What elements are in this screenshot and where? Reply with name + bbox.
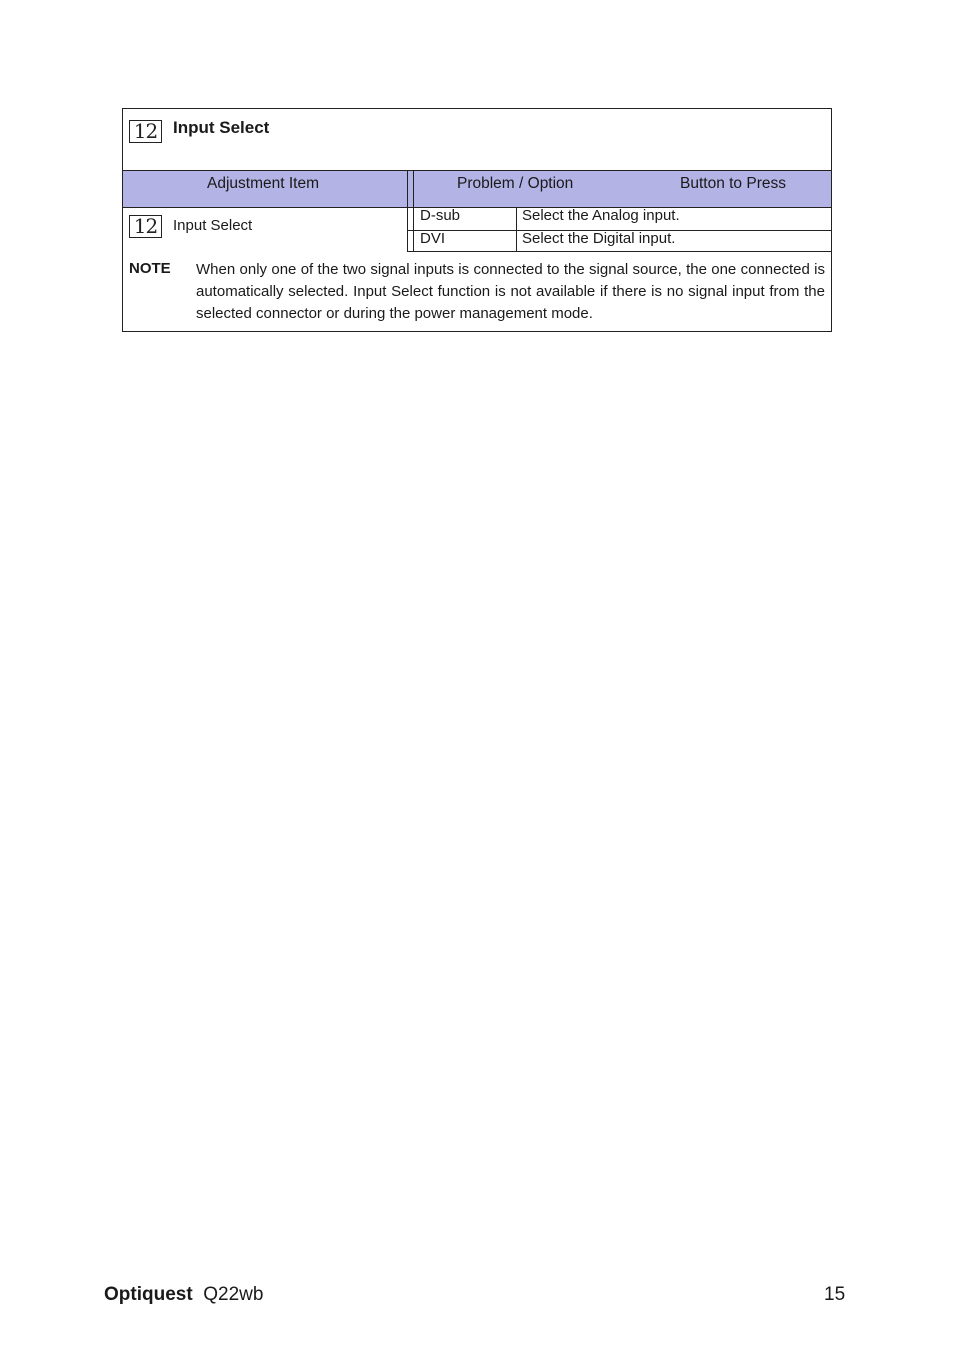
table-header	[123, 170, 831, 208]
option-dvi: DVI	[420, 230, 446, 247]
item-label: Input Select	[173, 217, 253, 234]
footer-brand-model	[104, 1284, 263, 1306]
input-select-section	[122, 108, 832, 332]
option-dsub-description: Select the Analog input.	[522, 207, 680, 224]
section-number-badge: 12	[129, 120, 162, 143]
page-number: 15	[824, 1284, 846, 1305]
option-dvi-description: Select the Digital input.	[522, 230, 676, 247]
column-divider-right	[413, 170, 414, 252]
column-divider-left	[407, 170, 408, 252]
section-title: Input Select	[173, 118, 270, 137]
header-problem-option: Problem / Option	[457, 175, 574, 192]
option-dsub: D-sub	[420, 207, 461, 224]
note-text: When only one of the two signal inputs is connected to the signal source, the one connected is automatically selected. Input Select function is not available if there is no signal input from the selected connector or during the power management mode.	[196, 261, 825, 322]
note-label: NOTE	[129, 260, 171, 277]
footer-model: Q22wb	[203, 1284, 264, 1305]
footer-brand: Optiquest	[104, 1284, 193, 1305]
header-button-to-press: Button to Press	[680, 175, 786, 192]
table-bottom-rule	[407, 251, 831, 252]
header-adjustment-item: Adjustment Item	[207, 175, 319, 192]
item-number-badge: 12	[129, 215, 162, 238]
